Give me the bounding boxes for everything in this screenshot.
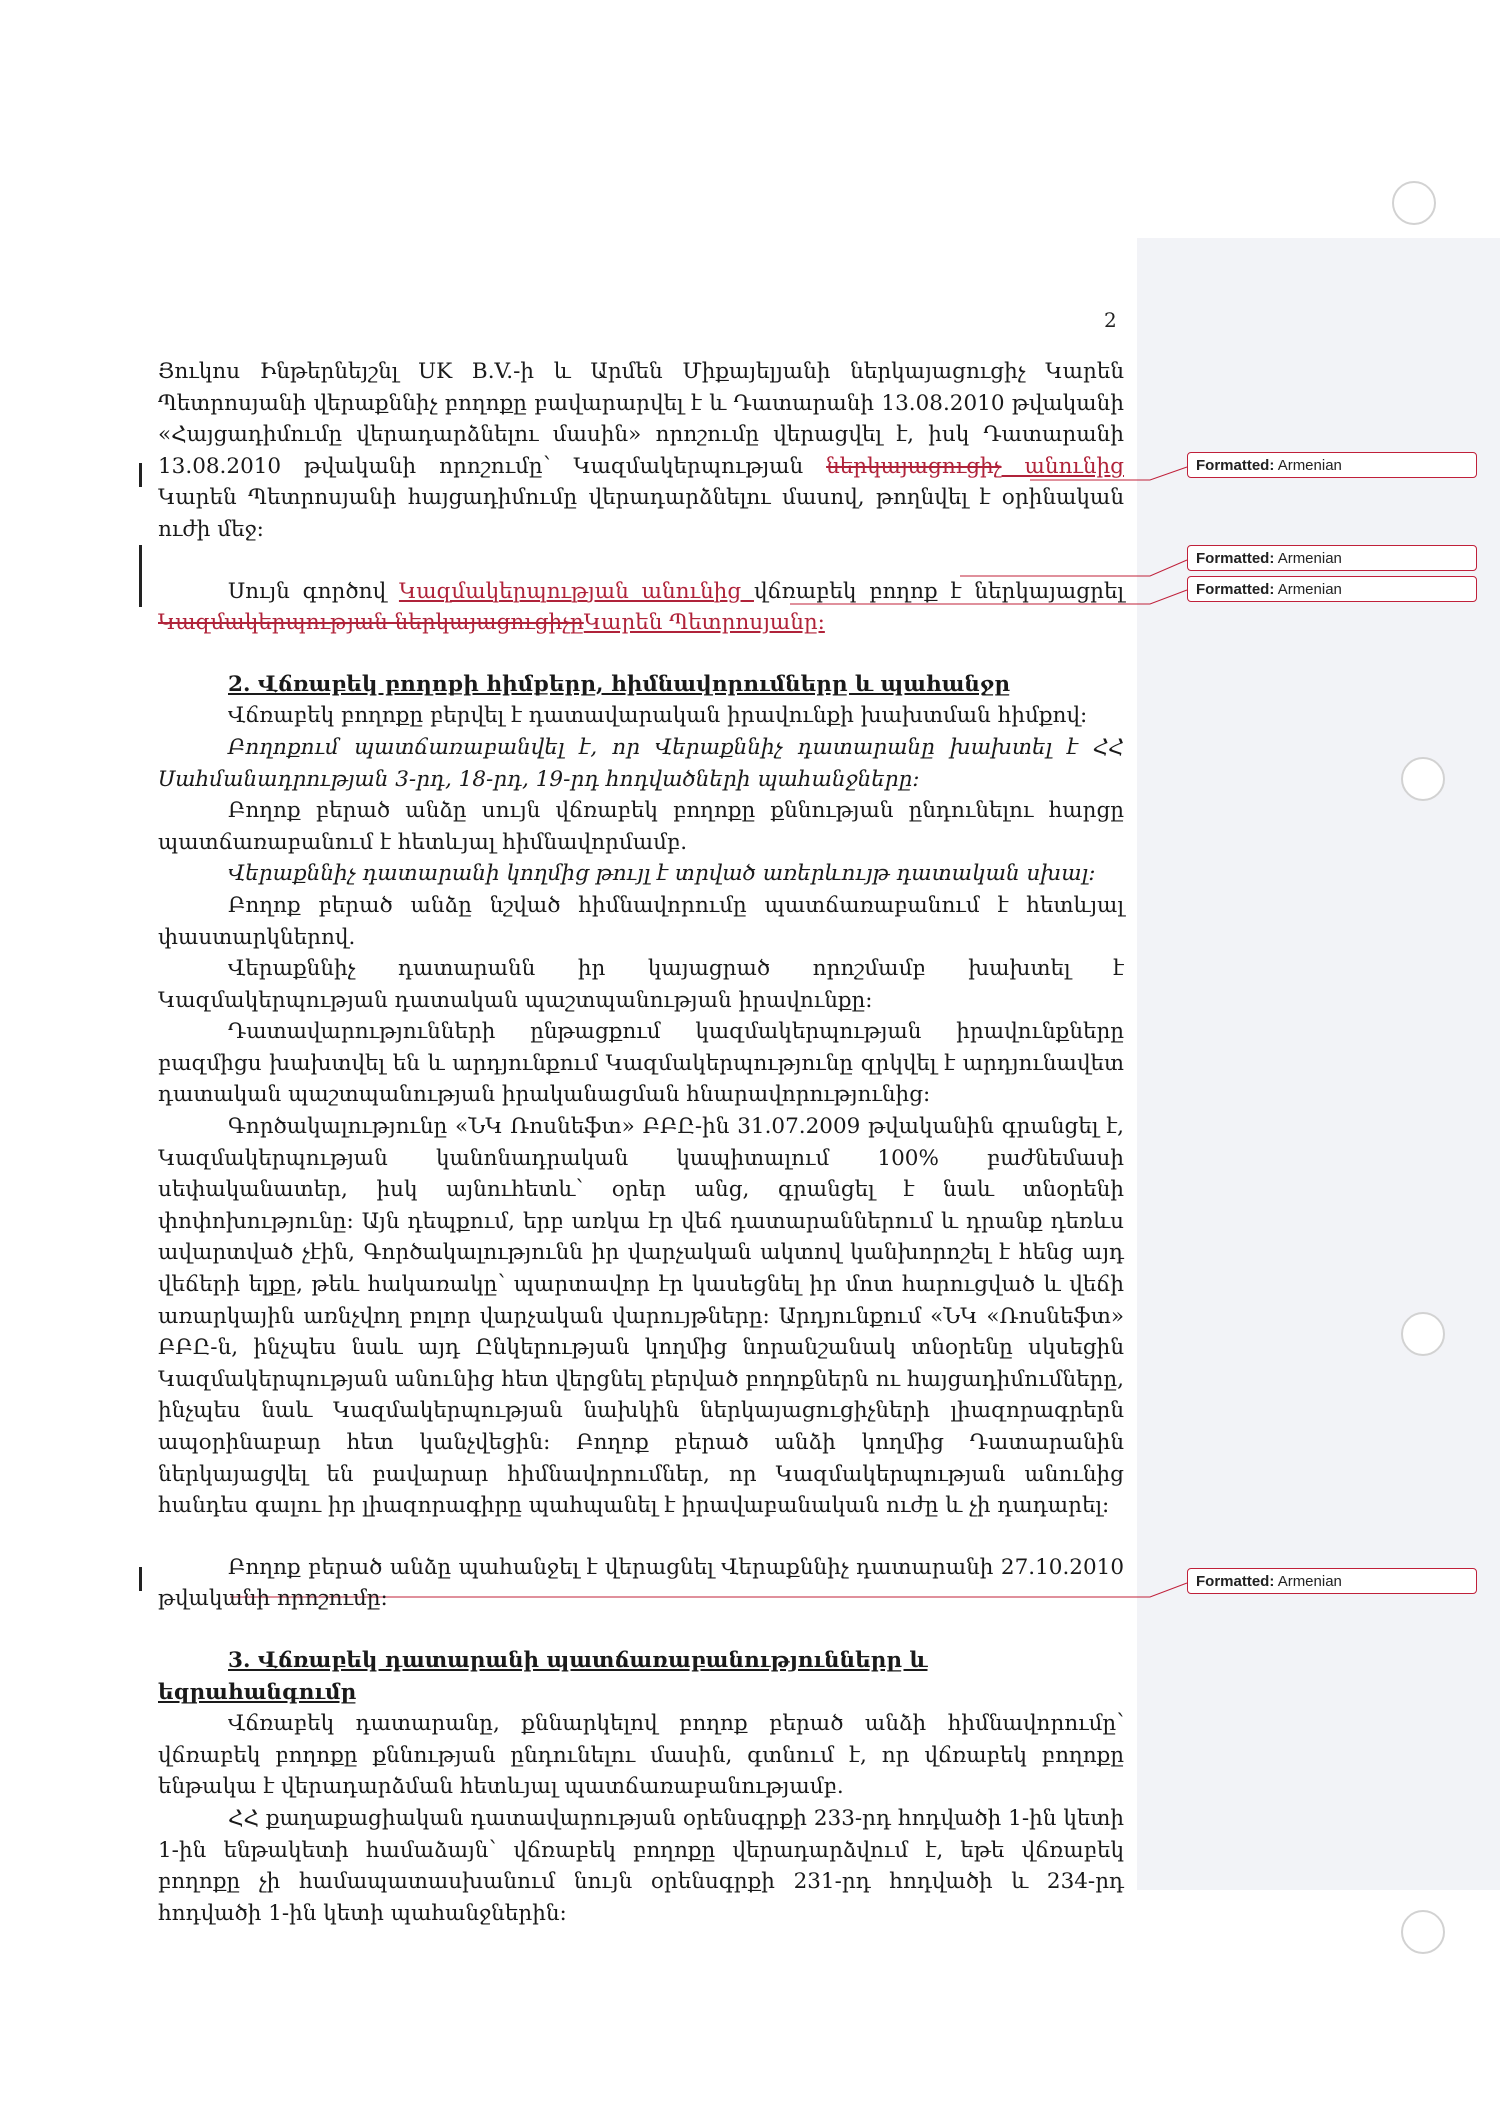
formatting-balloon[interactable]: Formatted: Armenian (1187, 545, 1477, 571)
paragraph: Բողոք բերած անձը սույն վճռաբեկ բողոքը քննության ընդունելու հարցը պատճառաբանում է հետևյալ հիմնավորմամբ. (158, 798, 1124, 855)
formatting-balloon[interactable]: Formatted: Armenian (1187, 1568, 1477, 1594)
paragraph: ՀՀ քաղաքացիական դատավարության օրենսգրքի 233-րդ հոդվածի 1-ին կետի 1-ին ենթակետի համաձայն՝ վճռաբեկ բողոքը վերադարձվում է, եթե վճռաբեկ բողոքը չի համապատասխանում նույն օրենսգրքի 231-րդ հոդվածի և 234-րդ հոդվածի 1-ին կետի պահանջներին: (158, 1805, 1124, 1926)
document-body (158, 356, 1124, 1929)
paragraph: Վերաքննիչ դատարանն իր կայացրած որոշմամբ խախտել է Կազմակերպության դատական պաշտպանության իրավունքը: (158, 956, 1124, 1013)
section-heading: 3. Վճռաբեկ դատարանի պատճառաբանությունները և եզրահանգումը (158, 1647, 928, 1705)
paragraph: Բողոքում պատճառաբանվել է, որ Վերաքննիչ դատարանը խախտել է ՀՀ Սահմանադրության 3-րդ, 18-րդ, 19-րդ հոդվածների պահանջները: (158, 734, 1124, 792)
formatting-balloon[interactable]: Formatted: Armenian (1187, 576, 1477, 602)
paragraph: Վճռաբեկ բողոքը բերվել է դատավարական իրավունքի խախտման հիմքով: (228, 703, 1088, 729)
page-number: 2 (1104, 308, 1117, 332)
tracked-insertion: անունից (1001, 453, 1124, 479)
paragraph: Բողոք բերած անձը նշված հիմնավորումը պատճառաբանում է հետևյալ փաստարկներով. (158, 892, 1124, 950)
tracked-deletion: Կազմակերպության ներկայացուցիչը (158, 610, 584, 636)
formatting-balloon[interactable]: Formatted: Armenian (1187, 452, 1477, 478)
paragraph: Վճռաբեկ դատարանը, քննարկելով բողոք բերած անձի հիմնավորումը՝ վճռաբեկ բողոքը քննության ընդունելու մասին, գտնում է, որ վճռաբեկ բողոքը ենթակա է վերադարձման հետևյալ պատճառաբանությամբ. (158, 1711, 1124, 1800)
tracked-insertion: Կազմակերպության անունից (398, 578, 754, 604)
tracked-insertion: Կարեն Պետրոսյանը: (583, 610, 825, 636)
paragraph: Յուկոս Ինթերնեյշնլ UK B.V.-ի և Արմեն Միքայելյանի ներկայացուցիչ Կարեն Պետրոսյանի վերաքննիչ բողոքը բավարարվել է և Դատարանի 13.08.2010 թվականի «Հայցադիմումը վերադարձնելու մասին» որոշումը վերացվել է, իսկ Դատարանի 13.08.2010 թվականի որոշումը՝ Կազմակերպության ներկայացուցիչ անունից Կարեն Պետրոսյանի հայցադիմումը վերադարձնելու մասով, թողնվել է օրինական ուժի մեջ: (158, 359, 1124, 542)
paragraph: Սույն գործով Կազմակերպության անունից վճռաբեկ բողոք է ներկայացրել Կազմակերպության ներկայացուցիչըԿարեն Պետրոսյանը: (158, 578, 1125, 636)
paragraph: Դատավարությունների ընթացքում կազմակերպության իրավունքները բազմիցս խախտվել են և արդյունքում Կազմակերպությունը զրկվել է արդյունավետ դատական պաշտպանության իրականացման հնարավորությունից: (158, 1019, 1124, 1108)
tracked-deletion: ներկայացուցիչ (826, 453, 1002, 479)
paragraph: Գործակալությունը «ՆԿ Ռոսնեֆտ» ԲԲԸ-ին 31.07.2009 թվականին գրանցել է, Կազմակերպության կանոնադրական կապիտալում 100% բաժնեմասի սեփականատեր, իսկ այնուհետև՝ օրեր անց, գրանցել է նաև տնօրենի փոփոխությունը: Այն դեպքում, երբ առկա էր վեճ դատարաններում և դրանք դեռևս ավարտված չէին, Գործակալությունն իր վարչական ակտով կանխորոշել է հենց այդ վեճերի ելքը, թեև հակառակը՝ պարտավոր էր կասեցնել իր մոտ հարուցված և վեճի առարկային առնչվող բոլոր վարչական վարույթները: Արդյունքում «ՆԿ «Ռոսնեֆտ» ԲԲԸ-ն, ինչպես նաև այդ Ընկերության կողմից նորանշանակ տնօրենը սկսեցին Կազմակերպության անունից հետ վերցնել բերված բողոքներն ու հայցադիմումները, ինչպես նաև Կազմակերպության նախկին ներկայացուցիչների լիազորագրերն ապօրինաբար հետ կանչվեցին: Բողոք բերած անձի կողմից Դատարանին ներկայացվել են բավարար հիմնավորումներ, որ Կազմակերպության անունից հանդես գալու իր լիազորագիրը պահպանել է իրավաբանական ուժը և չի դադարել: (158, 1114, 1124, 1519)
section-heading: 2. Վճռաբեկ բողոքի հիմքերը, հիմնավորումները և պահանջը (228, 671, 1011, 697)
paragraph: Բողոք բերած անձը պահանջել է վերացնել Վերաքննիչ դատարանի 27.10.2010 թվականի որոշումը: (158, 1554, 1124, 1612)
paragraph: Վերաքննիչ դատարանի կողմից թույլ է տրված առերևույթ դատական սխալ: (228, 861, 1096, 887)
